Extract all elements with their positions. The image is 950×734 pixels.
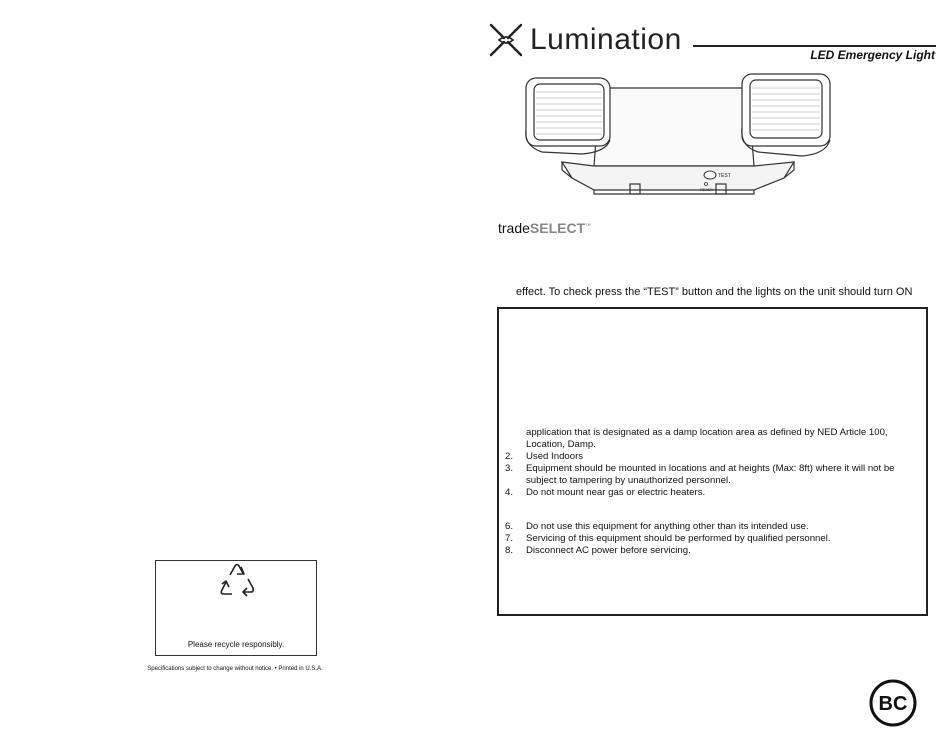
safety-line: Used Indoors: [526, 451, 584, 462]
bc-badge-text: BC: [878, 693, 908, 715]
safety-number: 6.: [505, 521, 514, 532]
recycle-message: Please recycle responsibly.: [187, 640, 285, 649]
document-subtitle: LED Emergency Light: [810, 48, 935, 62]
safety-number: 4.: [505, 487, 514, 498]
tradeselect-logo: tradeSELECT™: [498, 220, 592, 236]
safety-line: subject to tampering by unauthorized personnel.: [526, 475, 731, 486]
test-button-icon: [704, 171, 716, 179]
safety-line: Do not use this equipment for anything other than its intended use.: [526, 521, 809, 532]
test-button-label: TEST: [718, 173, 731, 179]
specifications-note: Specifications subject to change without notice. • Printed in U.S.A.: [147, 666, 323, 672]
recycle-icon: [215, 561, 259, 603]
emergency-light-illustration: [522, 70, 832, 212]
safety-number: 7.: [505, 533, 514, 544]
safety-number: 3.: [505, 463, 514, 474]
bc-certification-badge: [868, 678, 918, 728]
safety-line: application that is designated as a damp location area as defined by NED Article 100,: [526, 427, 888, 438]
lumination-logo-icon: [488, 22, 524, 58]
safety-line: Do not mount near gas or electric heaters.: [526, 487, 706, 498]
test-instruction: effect. To check press the “TEST” button and the lights on the unit should turn ON: [516, 286, 913, 298]
ready-label: READY: [700, 187, 714, 192]
safety-line: Location, Damp.: [526, 439, 596, 450]
header-divider: [693, 45, 936, 47]
safety-number: 8.: [505, 545, 514, 556]
safety-line: Servicing of this equipment should be performed by qualified personnel.: [526, 533, 831, 544]
safety-line: Equipment should be mounted in locations and at heights (Max: 8ft) where it will not be: [526, 463, 895, 474]
safety-number: 2.: [505, 451, 514, 462]
brand-name: Lumination: [530, 23, 682, 56]
safety-line: Disconnect AC power before servicing.: [526, 545, 691, 556]
